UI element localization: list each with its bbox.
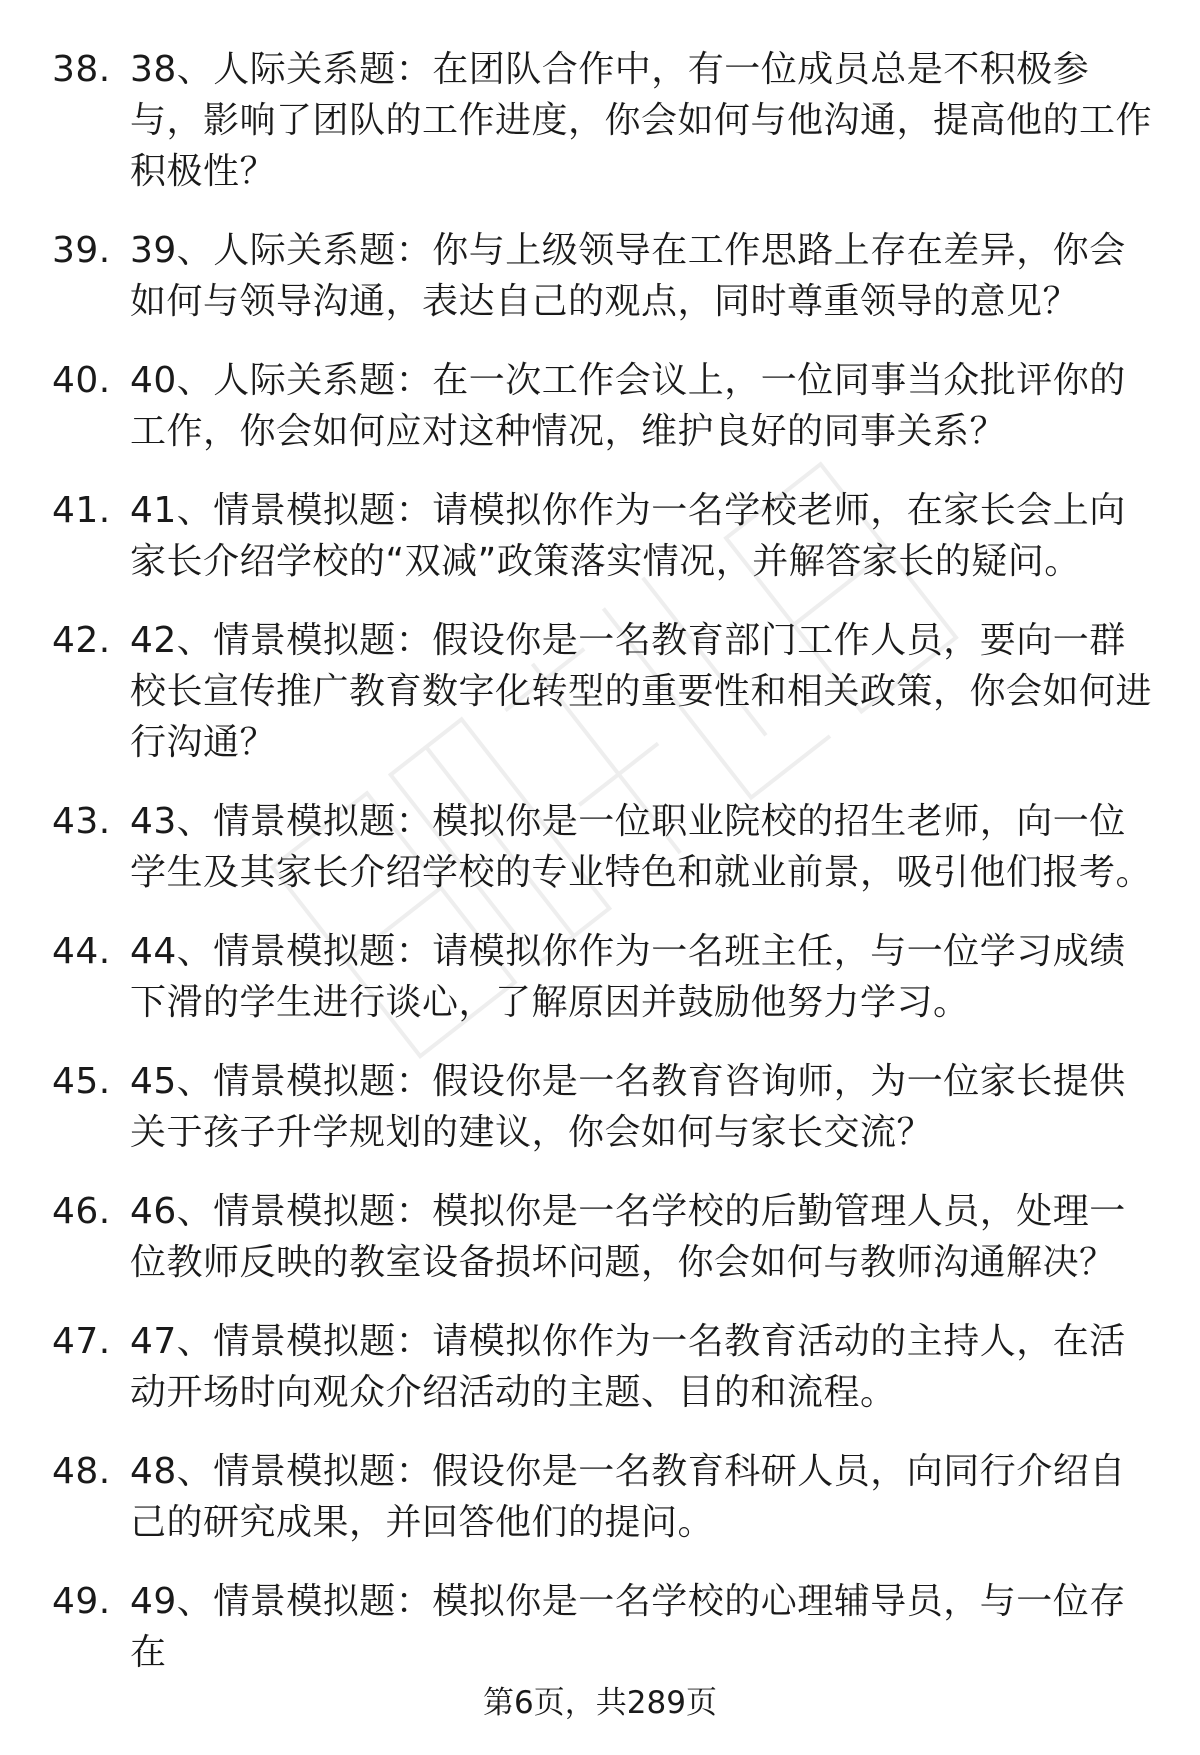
question-number: 49. bbox=[52, 1581, 111, 1622]
list-item bbox=[0, 615, 1200, 768]
page-footer: 第6页，共289页 bbox=[483, 1685, 717, 1721]
question-text: 43、情景模拟题：模拟你是一位职业院校的招生老师，向一位学生及其家长介绍学校的专业特色和就业前景，吸引他们报考。 bbox=[130, 801, 1153, 893]
list-item bbox=[0, 1056, 1200, 1158]
list-item bbox=[0, 355, 1200, 457]
question-number: 43. bbox=[52, 801, 111, 842]
question-text: 39、人际关系题：你与上级领导在工作思路上存在差异，你会如何与领导沟通，表达自己的观点，同时尊重领导的意见？ bbox=[130, 230, 1126, 322]
list-item bbox=[0, 1576, 1200, 1678]
question-number: 40. bbox=[52, 360, 111, 401]
question-text: 45、情景模拟题：假设你是一名教育咨询师，为一位家长提供关于孩子升学规划的建议，你会如何与家长交流？ bbox=[130, 1061, 1126, 1153]
question-text: 42、情景模拟题：假设你是一名教育部门工作人员，要向一群校长宣传推广教育数字化转型的重要性和相关政策，你会如何进行沟通？ bbox=[130, 620, 1153, 763]
question-text: 49、情景模拟题：模拟你是一名学校的心理辅导员，与一位存在 bbox=[130, 1581, 1126, 1673]
question-text: 48、情景模拟题：假设你是一名教育科研人员，向同行介绍自己的研究成果，并回答他们的提问。 bbox=[130, 1451, 1126, 1543]
list-item bbox=[0, 44, 1200, 197]
list-item bbox=[0, 1186, 1200, 1288]
list-item bbox=[0, 1446, 1200, 1548]
list-item bbox=[0, 796, 1200, 898]
question-number: 47. bbox=[52, 1321, 111, 1362]
question-number: 38. bbox=[52, 49, 111, 90]
question-number: 42. bbox=[52, 620, 111, 661]
question-number: 45. bbox=[52, 1061, 111, 1102]
question-number: 48. bbox=[52, 1451, 111, 1492]
list-item bbox=[0, 1316, 1200, 1418]
question-number: 46. bbox=[52, 1191, 111, 1232]
question-number: 41. bbox=[52, 490, 111, 531]
list-item bbox=[0, 485, 1200, 587]
question-text: 44、情景模拟题：请模拟你作为一名班主任，与一位学习成绩下滑的学生进行谈心，了解原因并鼓励他努力学习。 bbox=[130, 931, 1126, 1023]
question-text: 38、人际关系题：在团队合作中，有一位成员总是不积极参与，影响了团队的工作进度，你会如何与他沟通，提高他的工作积极性？ bbox=[130, 49, 1153, 192]
question-text: 40、人际关系题：在一次工作会议上，一位同事当众批评你的工作，你会如何应对这种情况，维护良好的同事关系？ bbox=[130, 360, 1126, 452]
question-number: 44. bbox=[52, 931, 111, 972]
list-item bbox=[0, 926, 1200, 1028]
question-list bbox=[0, 44, 1200, 1706]
question-number: 39. bbox=[52, 230, 111, 271]
question-text: 46、情景模拟题：模拟你是一名学校的后勤管理人员，处理一位教师反映的教室设备损坏问题，你会如何与教师沟通解决？ bbox=[130, 1191, 1126, 1283]
question-text: 47、情景模拟题：请模拟你作为一名教育活动的主持人，在活动开场时向观众介绍活动的主题、目的和流程。 bbox=[130, 1321, 1126, 1413]
question-text: 41、情景模拟题：请模拟你作为一名学校老师，在家长会上向家长介绍学校的“双减”政策落实情况，并解答家长的疑问。 bbox=[130, 490, 1126, 582]
list-item bbox=[0, 225, 1200, 327]
